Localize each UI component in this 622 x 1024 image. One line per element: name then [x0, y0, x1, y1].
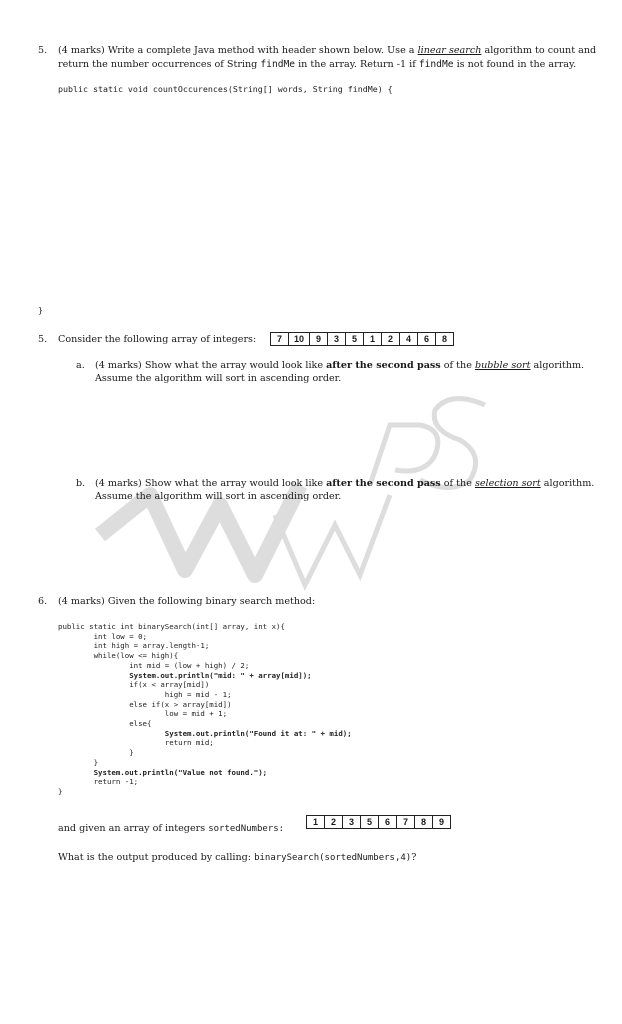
code-line: int mid = (low + high) / 2;	[58, 660, 250, 670]
q5b-array	[270, 332, 454, 346]
q5a-line2-before: return the number occurrences of String	[58, 59, 258, 70]
q5a-marks: (4 marks)	[58, 45, 105, 56]
code-line: System.out.println("Value not found.");	[58, 767, 268, 777]
q5a-line1	[58, 44, 598, 57]
code-line: System.out.println("mid: " + array[mid]);	[58, 670, 312, 680]
q5a-line2-middle: in the array. Return -1 if	[298, 59, 416, 70]
code-line: return mid;	[58, 738, 214, 748]
code-line: while(low <= high){	[58, 651, 179, 661]
q5a-line2	[58, 58, 598, 71]
q5a-findme-2: findMe	[418, 59, 454, 70]
q6-question-mark: ?	[411, 852, 417, 863]
q6-line1	[58, 595, 315, 608]
q5b-intro: Consider the following array of integers:	[58, 334, 257, 345]
q5b-b-line1	[95, 477, 605, 490]
q5b-array-cell: 4	[399, 333, 417, 345]
q6-array-cell: 9	[432, 816, 450, 828]
q5b-array-cell: 10	[288, 333, 309, 345]
q6-given-text: and given an array of integers	[58, 823, 206, 834]
q5a-text-before: Write a complete Java method with header shown below. Use a	[107, 45, 415, 56]
q6-question-line	[58, 851, 416, 865]
q5b-a-text2: of the	[443, 360, 472, 371]
q5a-number: 5.	[38, 45, 48, 56]
code-line: int low = 0;	[58, 631, 147, 641]
code-line: }	[58, 748, 134, 758]
q5b-a-marks: (4 marks)	[95, 360, 142, 371]
q5b-array-cell: 6	[417, 333, 435, 345]
q6-call: binarySearch(sortedNumbers,4)	[254, 853, 412, 863]
q5b-a-label: a.	[76, 360, 85, 371]
q5b-number: 5.	[38, 334, 48, 345]
q6-array-cell: 8	[414, 816, 432, 828]
q5b-a-bold: after the second pass	[326, 360, 441, 371]
q5a-method-header: public static void countOccurences(String[] words, String findMe) {	[58, 84, 393, 94]
q5b-a-line1	[95, 359, 595, 372]
q5b-b-text2: of the	[443, 478, 472, 489]
q5b-b-marks: (4 marks)	[95, 478, 142, 489]
q5b-b-line2: Assume the algorithm will sort in ascending order.	[95, 491, 342, 502]
q6-array-cell: 1	[312, 817, 318, 827]
code-line: public static int binarySearch(int[] array, int x){	[58, 622, 285, 631]
code-line: high = mid - 1;	[58, 689, 232, 699]
q5b-a-bubble-sort-link[interactable]: bubble sort	[474, 360, 531, 371]
code-line: if(x < array[mid])	[58, 680, 210, 690]
q6-array-cell: 3	[342, 816, 360, 828]
q5a-closing-brace: }	[38, 305, 43, 315]
q5b-array-cell: 7	[276, 334, 282, 344]
q6-array-cell: 5	[360, 816, 378, 828]
q5b-array-cell: 3	[327, 333, 345, 345]
code-line: else if(x > array[mid])	[58, 699, 232, 709]
q5a-line2-after: is not found in the array.	[456, 59, 577, 70]
q5a-linear-search-link[interactable]: linear search	[417, 45, 482, 56]
q6-given-line	[58, 822, 284, 836]
q6-text: Given the following binary search method:	[107, 596, 316, 607]
q5b-b-text1: Show what the array would look like	[144, 478, 324, 489]
q5a-text-after: algorithm to count and	[484, 45, 597, 56]
code-line: System.out.println("Found it at: " + mid);	[58, 728, 352, 738]
q6-array-cell: 2	[324, 816, 342, 828]
q5b-b-bold: after the second pass	[326, 478, 441, 489]
code-line: int high = array.length-1;	[58, 641, 210, 651]
q6-number: 6.	[38, 596, 48, 607]
q6-code-block	[58, 622, 352, 797]
code-line: low = mid + 1;	[58, 709, 228, 719]
q5b-b-text3: algorithm.	[543, 478, 595, 489]
q5b-b-selection-sort-link[interactable]: selection sort	[474, 478, 541, 489]
q5b-array-cell: 5	[345, 333, 363, 345]
q5b-a-line2: Assume the algorithm will sort in ascending order.	[95, 373, 342, 384]
q6-array-cell: 7	[396, 816, 414, 828]
q5b-array-cell: 1	[363, 333, 381, 345]
code-line: }	[58, 786, 63, 796]
q5b-array-cell: 8	[435, 333, 453, 345]
q6-question-text: What is the output produced by calling:	[58, 852, 252, 863]
q6-array-cell: 6	[378, 816, 396, 828]
q5a-findme-1: findMe	[260, 59, 296, 70]
code-line: else{	[58, 719, 152, 729]
q6-array	[306, 815, 451, 829]
q6-marks: (4 marks)	[58, 596, 105, 607]
code-line: }	[58, 757, 99, 767]
q5b-array-cell: 9	[309, 333, 327, 345]
q6-array-name: sortedNumbers:	[208, 824, 285, 834]
q5b-a-text3: algorithm.	[533, 360, 585, 371]
q5b-a-text1: Show what the array would look like	[144, 360, 324, 371]
code-line: return -1;	[58, 777, 139, 787]
q5b-array-cell: 2	[381, 333, 399, 345]
q5b-b-label: b.	[76, 478, 86, 489]
